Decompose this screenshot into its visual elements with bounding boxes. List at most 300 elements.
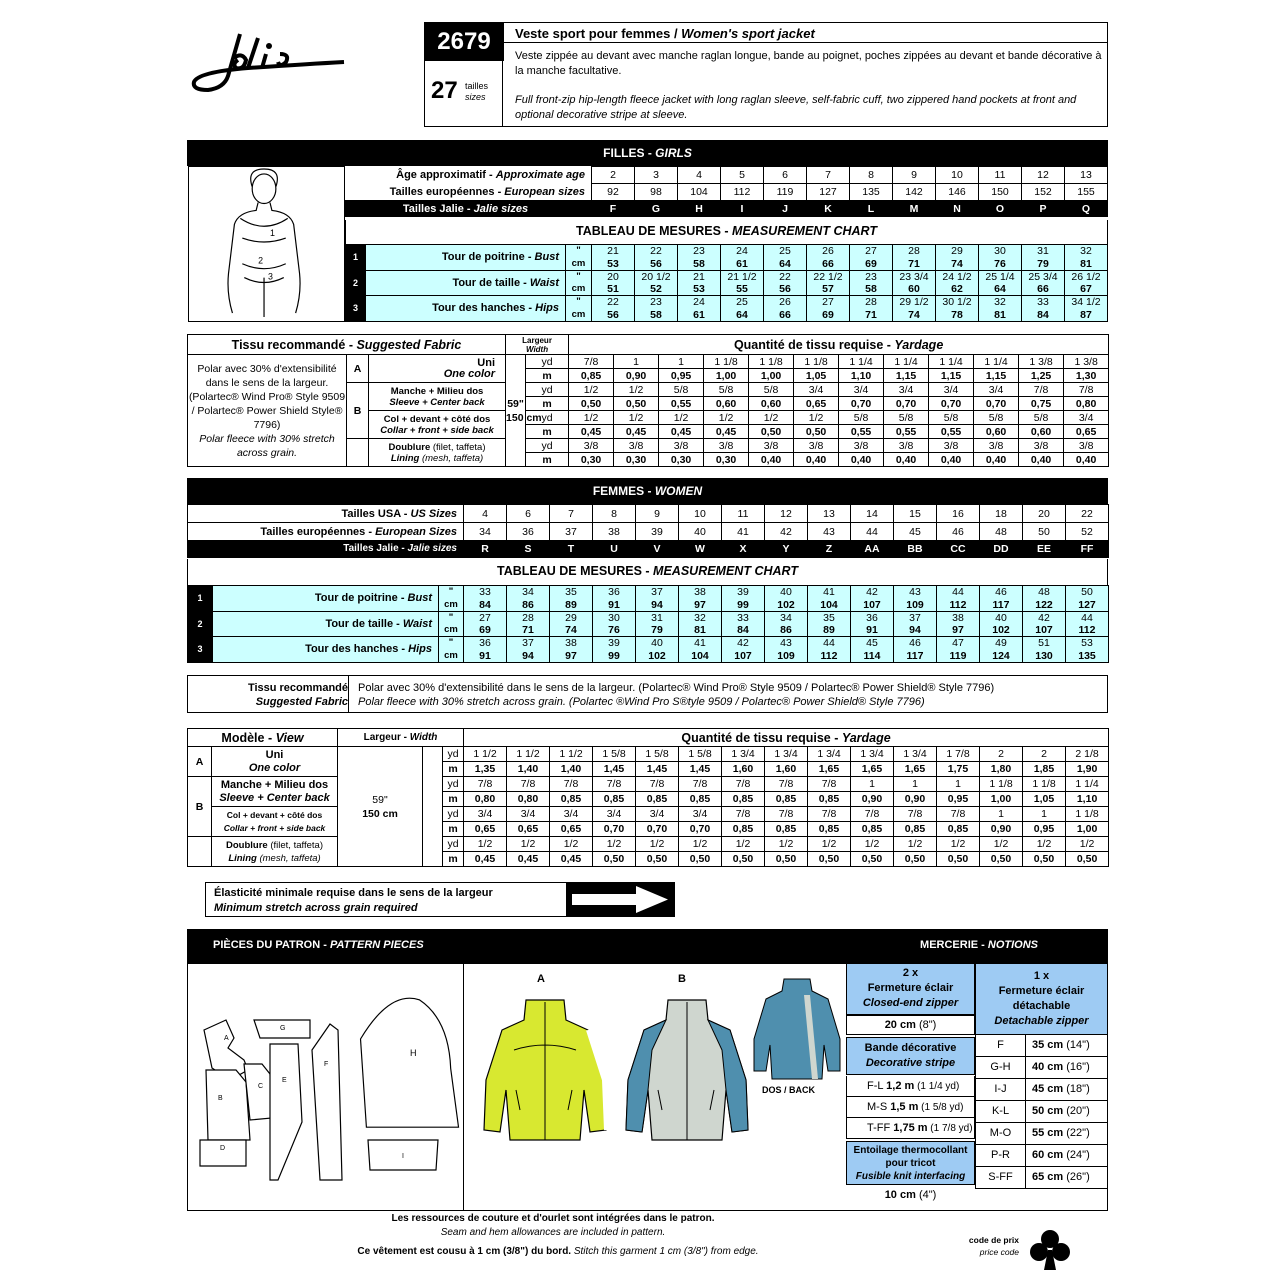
age-cell: 2 (592, 167, 635, 184)
m-value: 0,30 (569, 453, 614, 467)
zipper-length-row: M-O 55 cm (22") (975, 1123, 1108, 1145)
pattern-header (424, 22, 1108, 127)
yd-value: 1/2 (550, 837, 593, 852)
inch-value: 25 1/4 (979, 270, 1022, 283)
inch-value: 31 (636, 611, 679, 624)
cm-value: 66 (1022, 283, 1065, 296)
measure-label: Tour de taille - Waist (213, 611, 439, 637)
inch-value: 23 (678, 245, 721, 258)
eu-size-cell: 38 (593, 523, 636, 541)
svg-text:E: E (282, 1077, 287, 1084)
cm-value: 112 (937, 599, 980, 612)
width-header: Largeur Width (506, 335, 569, 355)
row-number: 3 (188, 637, 213, 663)
jalie-size-cell: F (592, 201, 635, 217)
eu-size-cell: 34 (464, 523, 507, 541)
yd-value: 1 3/4 (808, 747, 851, 762)
jacket-view-b-front-illustration (622, 990, 752, 1150)
zipper-length-row: G-H 40 cm (16") (975, 1057, 1108, 1079)
cm-value: 99 (593, 650, 636, 663)
yd-value: 1 (937, 777, 980, 792)
inch-value: 34 (507, 586, 550, 599)
m-value: 0,45 (704, 425, 749, 439)
inch-value: 43 (894, 586, 937, 599)
inch-value: 23 3/4 (893, 270, 936, 283)
yd-value: 7/8 (593, 777, 636, 792)
yd-value: 3/8 (1064, 439, 1109, 453)
cm-value: 104 (679, 650, 722, 663)
inch-value: 39 (722, 586, 765, 599)
yd-value: 3/8 (614, 439, 659, 453)
jalie-size-cell: Q (1065, 201, 1108, 217)
jalie-size-cell: FF (1066, 541, 1109, 558)
inch-value: 44 (937, 586, 980, 599)
m-value: 1,65 (808, 762, 851, 777)
yd-value: 7/8 (851, 807, 894, 822)
zipper-length-row: F 35 cm (14") (975, 1035, 1108, 1057)
svg-text:B: B (218, 1095, 223, 1102)
m-value: 1,65 (894, 762, 937, 777)
m-value: 0,90 (851, 792, 894, 807)
closed-zipper-length: 20 cm (8") (846, 1015, 975, 1035)
yd-value: 1/2 (980, 837, 1023, 852)
inch-value: 22 (635, 245, 678, 258)
unit-m: m (526, 397, 569, 411)
zipper-length-row: K-L 50 cm (20") (975, 1101, 1108, 1123)
cm-value: 53 (678, 283, 721, 296)
m-value: 1,45 (679, 762, 722, 777)
inch-value: 53 (1066, 637, 1109, 650)
m-value: 1,40 (507, 762, 550, 777)
yd-value: 1 1/8 (1023, 777, 1066, 792)
m-value: 0,50 (614, 397, 659, 411)
cm-value: 76 (593, 624, 636, 637)
cm-value: 62 (936, 283, 979, 296)
view-empty-cell (188, 837, 212, 867)
cm-value: 71 (893, 258, 936, 271)
inch-value: 32 (979, 296, 1022, 309)
eu-size-cell: 46 (937, 523, 980, 541)
m-value: 0,50 (749, 425, 794, 439)
svg-text:A: A (224, 1035, 229, 1042)
yd-value: 1 1/8 (749, 355, 794, 369)
unit-yd: yd (443, 747, 464, 762)
yd-value: 3/4 (884, 383, 929, 397)
yd-value: 3/8 (569, 439, 614, 453)
inch-value: 28 (893, 245, 936, 258)
m-value: 0,65 (507, 822, 550, 837)
us-size-cell: 22 (1066, 505, 1109, 523)
inch-value: 49 (980, 637, 1023, 650)
yd-value: 5/8 (974, 411, 1019, 425)
eu-size-cell: 39 (636, 523, 679, 541)
yardage-row-label: Uni One color (212, 747, 338, 777)
inch-value: 23 (635, 296, 678, 309)
cm-value: 69 (464, 624, 507, 637)
girls-header: FILLES - GIRLS (187, 140, 1108, 166)
svg-text:1: 1 (269, 228, 275, 239)
yd-value: 1 3/4 (894, 747, 937, 762)
us-size-cell: 7 (550, 505, 593, 523)
jalie-size-cell: T (550, 541, 593, 558)
inch-value: 37 (894, 611, 937, 624)
eu-size-cell: 112 (721, 184, 764, 201)
inch-value: 25 3/4 (1022, 270, 1065, 283)
cm-value: 94 (894, 624, 937, 637)
size-row-label: Tailles européennes - European Sizes (188, 523, 464, 541)
footer-seam-note: Les ressources de couture et d'ourlet sont intégrées dans le patron. Seam and hem allowances are included in pattern. (391, 1213, 715, 1238)
detachable-zipper-note: 1 x Fermeture éclair détachable Detachable zipper (975, 963, 1108, 1035)
notions-panel (846, 963, 1108, 1211)
size-row-label: Tailles USA - US Sizes (188, 505, 464, 523)
m-value: 1,10 (1066, 792, 1109, 807)
unit-yd: yd (526, 355, 569, 369)
row-number: 1 (346, 245, 366, 271)
yardage-row-label: Doublure (filet, taffeta) Lining (mesh, taffeta) (369, 439, 506, 467)
cm-value: 135 (1066, 650, 1109, 663)
cm-value: 69 (807, 309, 850, 322)
measure-label: Tour de taille - Waist (366, 270, 566, 296)
inch-value: 32 (1065, 245, 1108, 258)
cm-value: 52 (635, 283, 678, 296)
inch-value: 27 (850, 245, 893, 258)
m-value: 0,70 (593, 822, 636, 837)
m-value: 1,00 (749, 369, 794, 383)
m-value: 0,70 (636, 822, 679, 837)
us-size-cell: 20 (1023, 505, 1066, 523)
cm-value: 114 (851, 650, 894, 663)
yd-value: 3/4 (636, 807, 679, 822)
inch-value: 22 1/2 (807, 270, 850, 283)
inch-value: 20 1/2 (635, 270, 678, 283)
m-value: 1,90 (1066, 762, 1109, 777)
yd-value: 5/8 (659, 383, 704, 397)
yd-value: 7/8 (636, 777, 679, 792)
yd-value: 5/8 (839, 411, 884, 425)
us-size-cell: 9 (636, 505, 679, 523)
yd-value: 1 (659, 355, 704, 369)
cm-value: 127 (1066, 599, 1109, 612)
inch-value: 41 (679, 637, 722, 650)
cm-value: 66 (807, 258, 850, 271)
jalie-size-cell: I (721, 201, 764, 217)
yd-value: 7/8 (1019, 383, 1064, 397)
measure-label: Tour de poitrine - Bust (213, 586, 439, 612)
cm-value: 122 (1023, 599, 1066, 612)
eu-size-cell: 44 (851, 523, 894, 541)
yd-value: 7/8 (1064, 383, 1109, 397)
m-value: 0,45 (614, 425, 659, 439)
jalie-size-cell: AA (851, 541, 894, 558)
yd-value: 2 (980, 747, 1023, 762)
unit-yd: yd (526, 411, 569, 425)
age-cell: 12 (1022, 167, 1065, 184)
cm-value: 102 (980, 624, 1023, 637)
stripe-length-row: T-FF 1,75 m (1 7/8 yd) (846, 1118, 975, 1139)
us-size-cell: 8 (593, 505, 636, 523)
inch-value: 44 (1066, 611, 1109, 624)
fabric-description: Polar avec 30% d'extensibilité dans le sens de la largeur. (Polartec® Wind Pro® Style 9509 / Polartec® Power Shield Style® 7796) Polar fleece with 30% stretch across grain. (188, 355, 347, 467)
age-cell: 8 (850, 167, 893, 184)
unit-inch: " (439, 637, 464, 650)
m-value: 0,50 (569, 397, 614, 411)
cm-value: 76 (979, 258, 1022, 271)
m-value: 0,65 (1064, 425, 1109, 439)
yd-value: 1/2 (464, 837, 507, 852)
yd-value: 1 (851, 777, 894, 792)
yd-value: 1 (980, 807, 1023, 822)
inch-value: 27 (464, 611, 507, 624)
yd-value: 7/8 (808, 807, 851, 822)
unit-yd: yd (443, 807, 464, 822)
jalie-size-cell: M (893, 201, 936, 217)
jalie-size-cell: L (850, 201, 893, 217)
yd-value: 3/4 (507, 807, 550, 822)
eu-size-cell: 40 (679, 523, 722, 541)
unit-m: m (443, 792, 464, 807)
cm-value: 86 (765, 624, 808, 637)
m-value: 0,55 (929, 425, 974, 439)
eu-size-cell: 45 (894, 523, 937, 541)
fusible-interfacing-note: Entoilage thermocollant pour tricot Fusible knit interfacing (846, 1141, 975, 1185)
inch-value: 31 (1022, 245, 1065, 258)
inch-value: 20 (592, 270, 635, 283)
svg-text:C: C (258, 1083, 264, 1090)
yd-value: 1 5/8 (593, 747, 636, 762)
m-value: 0,40 (794, 453, 839, 467)
yd-value: 1/2 (1066, 837, 1109, 852)
svg-text:F: F (324, 1061, 329, 1068)
cm-value: 84 (722, 624, 765, 637)
m-value: 0,60 (1019, 425, 1064, 439)
cm-value: 81 (1065, 258, 1108, 271)
cm-value: 109 (894, 599, 937, 612)
size-row-label: Tailles Jalie - Jalie sizes (188, 541, 464, 558)
age-cell: 5 (721, 167, 764, 184)
cm-value: 102 (636, 650, 679, 663)
spacer-cell (423, 747, 443, 867)
yd-value: 1/2 (679, 837, 722, 852)
cm-value: 99 (722, 599, 765, 612)
yd-value: 3/8 (794, 439, 839, 453)
cm-value: 130 (1023, 650, 1066, 663)
yd-value: 1 1/8 (980, 777, 1023, 792)
m-value: 0,90 (980, 822, 1023, 837)
yd-value: 7/8 (894, 807, 937, 822)
yd-value: 7/8 (550, 777, 593, 792)
m-value: 0,60 (974, 425, 1019, 439)
jalie-size-cell: Z (808, 541, 851, 558)
cm-value: 124 (980, 650, 1023, 663)
m-value: 0,80 (1064, 397, 1109, 411)
m-value: 0,70 (679, 822, 722, 837)
yd-value: 7/8 (765, 777, 808, 792)
jalie-size-cell: O (979, 201, 1022, 217)
unit-m: m (443, 762, 464, 777)
yd-value: 1/2 (808, 837, 851, 852)
yardage-title: Quantité de tissu requise - Yardage (464, 729, 1109, 747)
inch-value: 39 (593, 637, 636, 650)
yardage-row-label: Uni One color (369, 355, 506, 383)
inch-value: 25 (721, 296, 764, 309)
inch-value: 24 (678, 296, 721, 309)
footer-stitch-note: Ce vêtement est cousu à 1 cm (3/8") du bord. Stitch this garment 1 cm (3/8") from edge. (357, 1246, 759, 1257)
m-value: 0,45 (659, 425, 704, 439)
m-value: 0,70 (839, 397, 884, 411)
cm-value: 60 (893, 283, 936, 296)
view-empty-cell (347, 439, 369, 467)
inch-value: 26 (764, 296, 807, 309)
jalie-size-cell: X (722, 541, 765, 558)
yd-value: 1 5/8 (679, 747, 722, 762)
women-suggested-fabric: Tissu recommandé Suggested Fabric Polar avec 30% d'extensibilité dans le sens de la largeur. (Polartec® Wind Pro® Style 9509 / Polartec® Power Shield® Style 7796) Polar fleece with 30% stretch across grain. (Polartec ®Wind Pro S®tyle 9509 / Polartec® Power Shield® Style 7796) (187, 675, 1108, 713)
m-value: 0,65 (794, 397, 839, 411)
yd-value: 1/2 (894, 837, 937, 852)
unit-yd: yd (526, 439, 569, 453)
m-value: 0,45 (507, 852, 550, 867)
m-value: 0,50 (679, 852, 722, 867)
eu-size-cell: 127 (807, 184, 850, 201)
cm-value: 64 (764, 258, 807, 271)
yd-value: 1/2 (659, 411, 704, 425)
m-value: 0,60 (749, 397, 794, 411)
age-cell: 11 (979, 167, 1022, 184)
jalie-size-cell: J (764, 201, 807, 217)
m-value: 0,70 (929, 397, 974, 411)
m-value: 0,50 (593, 852, 636, 867)
yd-value: 1/2 (569, 383, 614, 397)
cm-value: 107 (722, 650, 765, 663)
yd-value: 1/2 (593, 837, 636, 852)
m-value: 0,85 (636, 792, 679, 807)
yd-value: 1 3/4 (765, 747, 808, 762)
cm-value: 89 (550, 599, 593, 612)
unit-cm: cm (566, 258, 592, 271)
jalie-size-cell: W (679, 541, 722, 558)
eu-size-cell: 104 (678, 184, 721, 201)
yardage-row-label: Col + devant + côté dos Collar + front + side back (212, 807, 338, 837)
m-value: 1,40 (550, 762, 593, 777)
jalie-size-cell: H (678, 201, 721, 217)
inch-value: 30 (979, 245, 1022, 258)
yd-value: 1 1/4 (884, 355, 929, 369)
m-value: 0,95 (1023, 822, 1066, 837)
m-value: 0,40 (884, 453, 929, 467)
jalie-size-cell: EE (1023, 541, 1066, 558)
girls-fabric-table (187, 334, 1109, 467)
yd-value: 3/4 (593, 807, 636, 822)
size-count: 27 tailles sizes (425, 61, 503, 126)
inch-value: 26 (807, 245, 850, 258)
unit-yd: yd (443, 777, 464, 792)
us-size-cell: 4 (464, 505, 507, 523)
yd-value: 1 1/8 (794, 355, 839, 369)
yd-value: 1/2 (749, 411, 794, 425)
jalie-size-cell: Y (765, 541, 808, 558)
m-value: 0,85 (765, 792, 808, 807)
cm-value: 58 (850, 283, 893, 296)
cm-value: 58 (635, 309, 678, 322)
m-value: 0,50 (894, 852, 937, 867)
m-value: 0,85 (808, 792, 851, 807)
yd-value: 7/8 (808, 777, 851, 792)
inch-value: 48 (1023, 586, 1066, 599)
zipper-length-row: S-FF 65 cm (26") (975, 1167, 1108, 1189)
m-value: 1,45 (636, 762, 679, 777)
inch-value: 44 (808, 637, 851, 650)
inch-value: 29 (550, 611, 593, 624)
m-value: 0,85 (765, 822, 808, 837)
svg-text:2: 2 (258, 255, 264, 266)
yd-value: 7/8 (765, 807, 808, 822)
age-cell: 10 (936, 167, 979, 184)
women-size-table (187, 504, 1109, 558)
yd-value: 3/8 (749, 439, 794, 453)
inch-value: 46 (894, 637, 937, 650)
inch-value: 33 (464, 586, 507, 599)
m-value: 1,35 (464, 762, 507, 777)
minimum-stretch-banner: Élasticité minimale requise dans le sens de la largeur Minimum stretch across grain required (205, 882, 675, 917)
inch-value: 50 (1066, 586, 1109, 599)
m-value: 0,60 (704, 397, 749, 411)
eu-size-cell: 155 (1065, 184, 1108, 201)
yd-value: 7/8 (722, 777, 765, 792)
unit-cm: cm (439, 624, 464, 637)
unit-cm: cm (439, 599, 464, 612)
eu-size-cell: 43 (808, 523, 851, 541)
eu-size-cell: 142 (893, 184, 936, 201)
m-value: 0,55 (839, 425, 884, 439)
jalie-size-cell: CC (937, 541, 980, 558)
m-value: 0,85 (569, 369, 614, 383)
yd-value: 1 1/8 (1066, 807, 1109, 822)
m-value: 0,50 (808, 852, 851, 867)
yd-value: 7/8 (722, 807, 765, 822)
inch-value: 28 (850, 296, 893, 309)
measure-label: Tour de poitrine - Bust (366, 245, 566, 271)
yd-value: 2 (1023, 747, 1066, 762)
m-value: 1,75 (937, 762, 980, 777)
yd-value: 1 5/8 (636, 747, 679, 762)
yd-value: 3/4 (974, 383, 1019, 397)
stripe-length-row: M-S 1,5 m (1 5/8 yd) (846, 1097, 975, 1118)
inch-value: 29 1/2 (893, 296, 936, 309)
pattern-title: Veste sport pour femmes / Women's sport jacket (515, 26, 815, 41)
m-value: 0,85 (679, 792, 722, 807)
yd-value: 1 1/4 (1066, 777, 1109, 792)
m-value: 0,85 (851, 822, 894, 837)
jalie-size-cell: S (507, 541, 550, 558)
m-value: 0,85 (808, 822, 851, 837)
inch-value: 36 (593, 586, 636, 599)
eu-size-cell: 52 (1066, 523, 1109, 541)
width-header: Largeur - Width (338, 729, 464, 747)
inch-value: 51 (1023, 637, 1066, 650)
inch-value: 35 (808, 611, 851, 624)
inch-value: 40 (980, 611, 1023, 624)
age-cell: 4 (678, 167, 721, 184)
inch-value: 34 (765, 611, 808, 624)
cm-value: 104 (808, 599, 851, 612)
m-value: 1,60 (765, 762, 808, 777)
m-value: 0,40 (974, 453, 1019, 467)
yd-value: 2 1/8 (1066, 747, 1109, 762)
measure-label: Tour des hanches - Hips (366, 296, 566, 322)
women-yardage-table (187, 728, 1109, 867)
m-value: 1,45 (593, 762, 636, 777)
inch-value: 21 1/2 (721, 270, 764, 283)
us-size-cell: 15 (894, 505, 937, 523)
